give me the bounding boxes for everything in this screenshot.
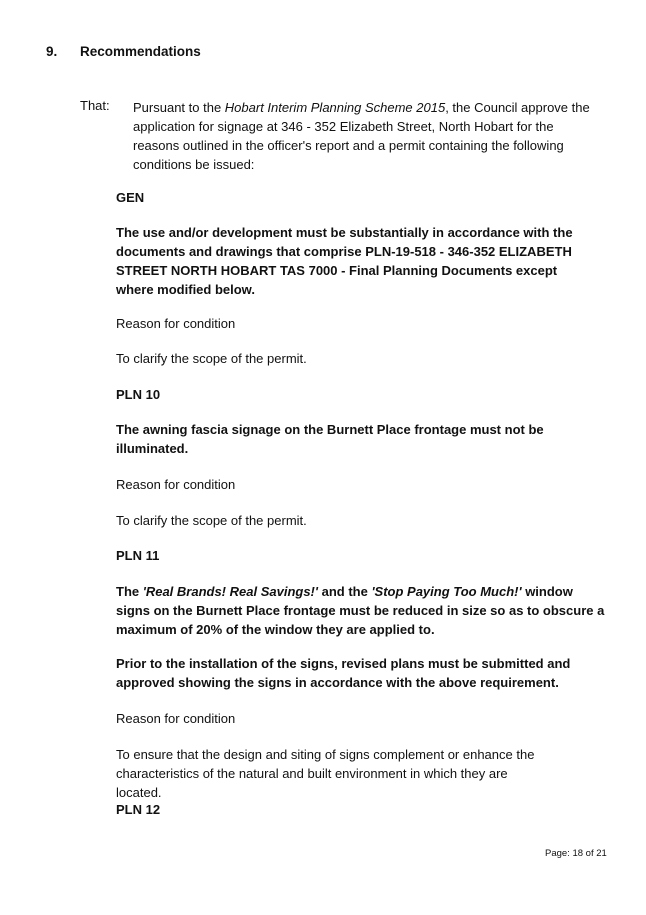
reason-text-pln10: To clarify the scope of the permit. [116, 513, 307, 528]
condition-code-pln12: PLN 12 [116, 802, 161, 817]
page-number: Page: 18 of 21 [545, 848, 607, 859]
pln11-text-3: window signs on the Burnett Place frontage must be reduced in size so as to obscure a maximum of 20% of the window they are applied to. [116, 584, 605, 637]
reason-label-pln11: Reason for condition [116, 711, 236, 726]
reason-label-gen: Reason for condition [116, 316, 236, 331]
reason-text-gen: To clarify the scope of the permit. [116, 351, 307, 366]
condition-code-pln10: PLN 10 [116, 387, 161, 402]
intro-text-1: Pursuant to the [133, 100, 225, 115]
intro-paragraph [133, 98, 593, 174]
pln11-text-2: and the [317, 584, 372, 599]
condition-text-pln11-2: Prior to the installation of the signs, revised plans must be submitted and approved showing the signs in accordance with the above requirement. [116, 656, 571, 690]
condition-text-gen: The use and/or development must be substantially in accordance with the documents and drawings that comprise PLN-19-518 - 346-352 ELIZABETH STREET NORTH HOBART TAS 7000 - Final Planning Documents except where modified below. [116, 225, 573, 297]
scheme-name: Hobart Interim Planning Scheme 2015 [224, 100, 446, 115]
sign-name-2: 'Stop Paying Too Much!' [371, 584, 522, 599]
sign-name-1: 'Real Brands! Real Savings!' [142, 584, 318, 599]
reason-text-pln11: To ensure that the design and siting of signs complement or enhance the characteristics of the natural and built environment in which they are located. [116, 747, 535, 800]
intro-label: That: [80, 98, 110, 113]
condition-code-pln11: PLN 11 [116, 548, 160, 563]
pln11-text-1: The [116, 584, 143, 599]
intro-text-2: , the Council approve the application for signage at 346 - 352 Elizabeth Street, North Hobart for the reasons outlined in the officer's report and a permit containing the following conditions be issued: [133, 100, 590, 172]
section-number: 9. [46, 44, 58, 59]
section-title: Recommendations [80, 44, 201, 59]
condition-text-pln11 [116, 582, 606, 639]
reason-label-pln10: Reason for condition [116, 477, 236, 492]
condition-text-pln10: The awning fascia signage on the Burnett Place frontage must not be illuminated. [116, 422, 544, 456]
condition-code-gen: GEN [116, 190, 145, 205]
